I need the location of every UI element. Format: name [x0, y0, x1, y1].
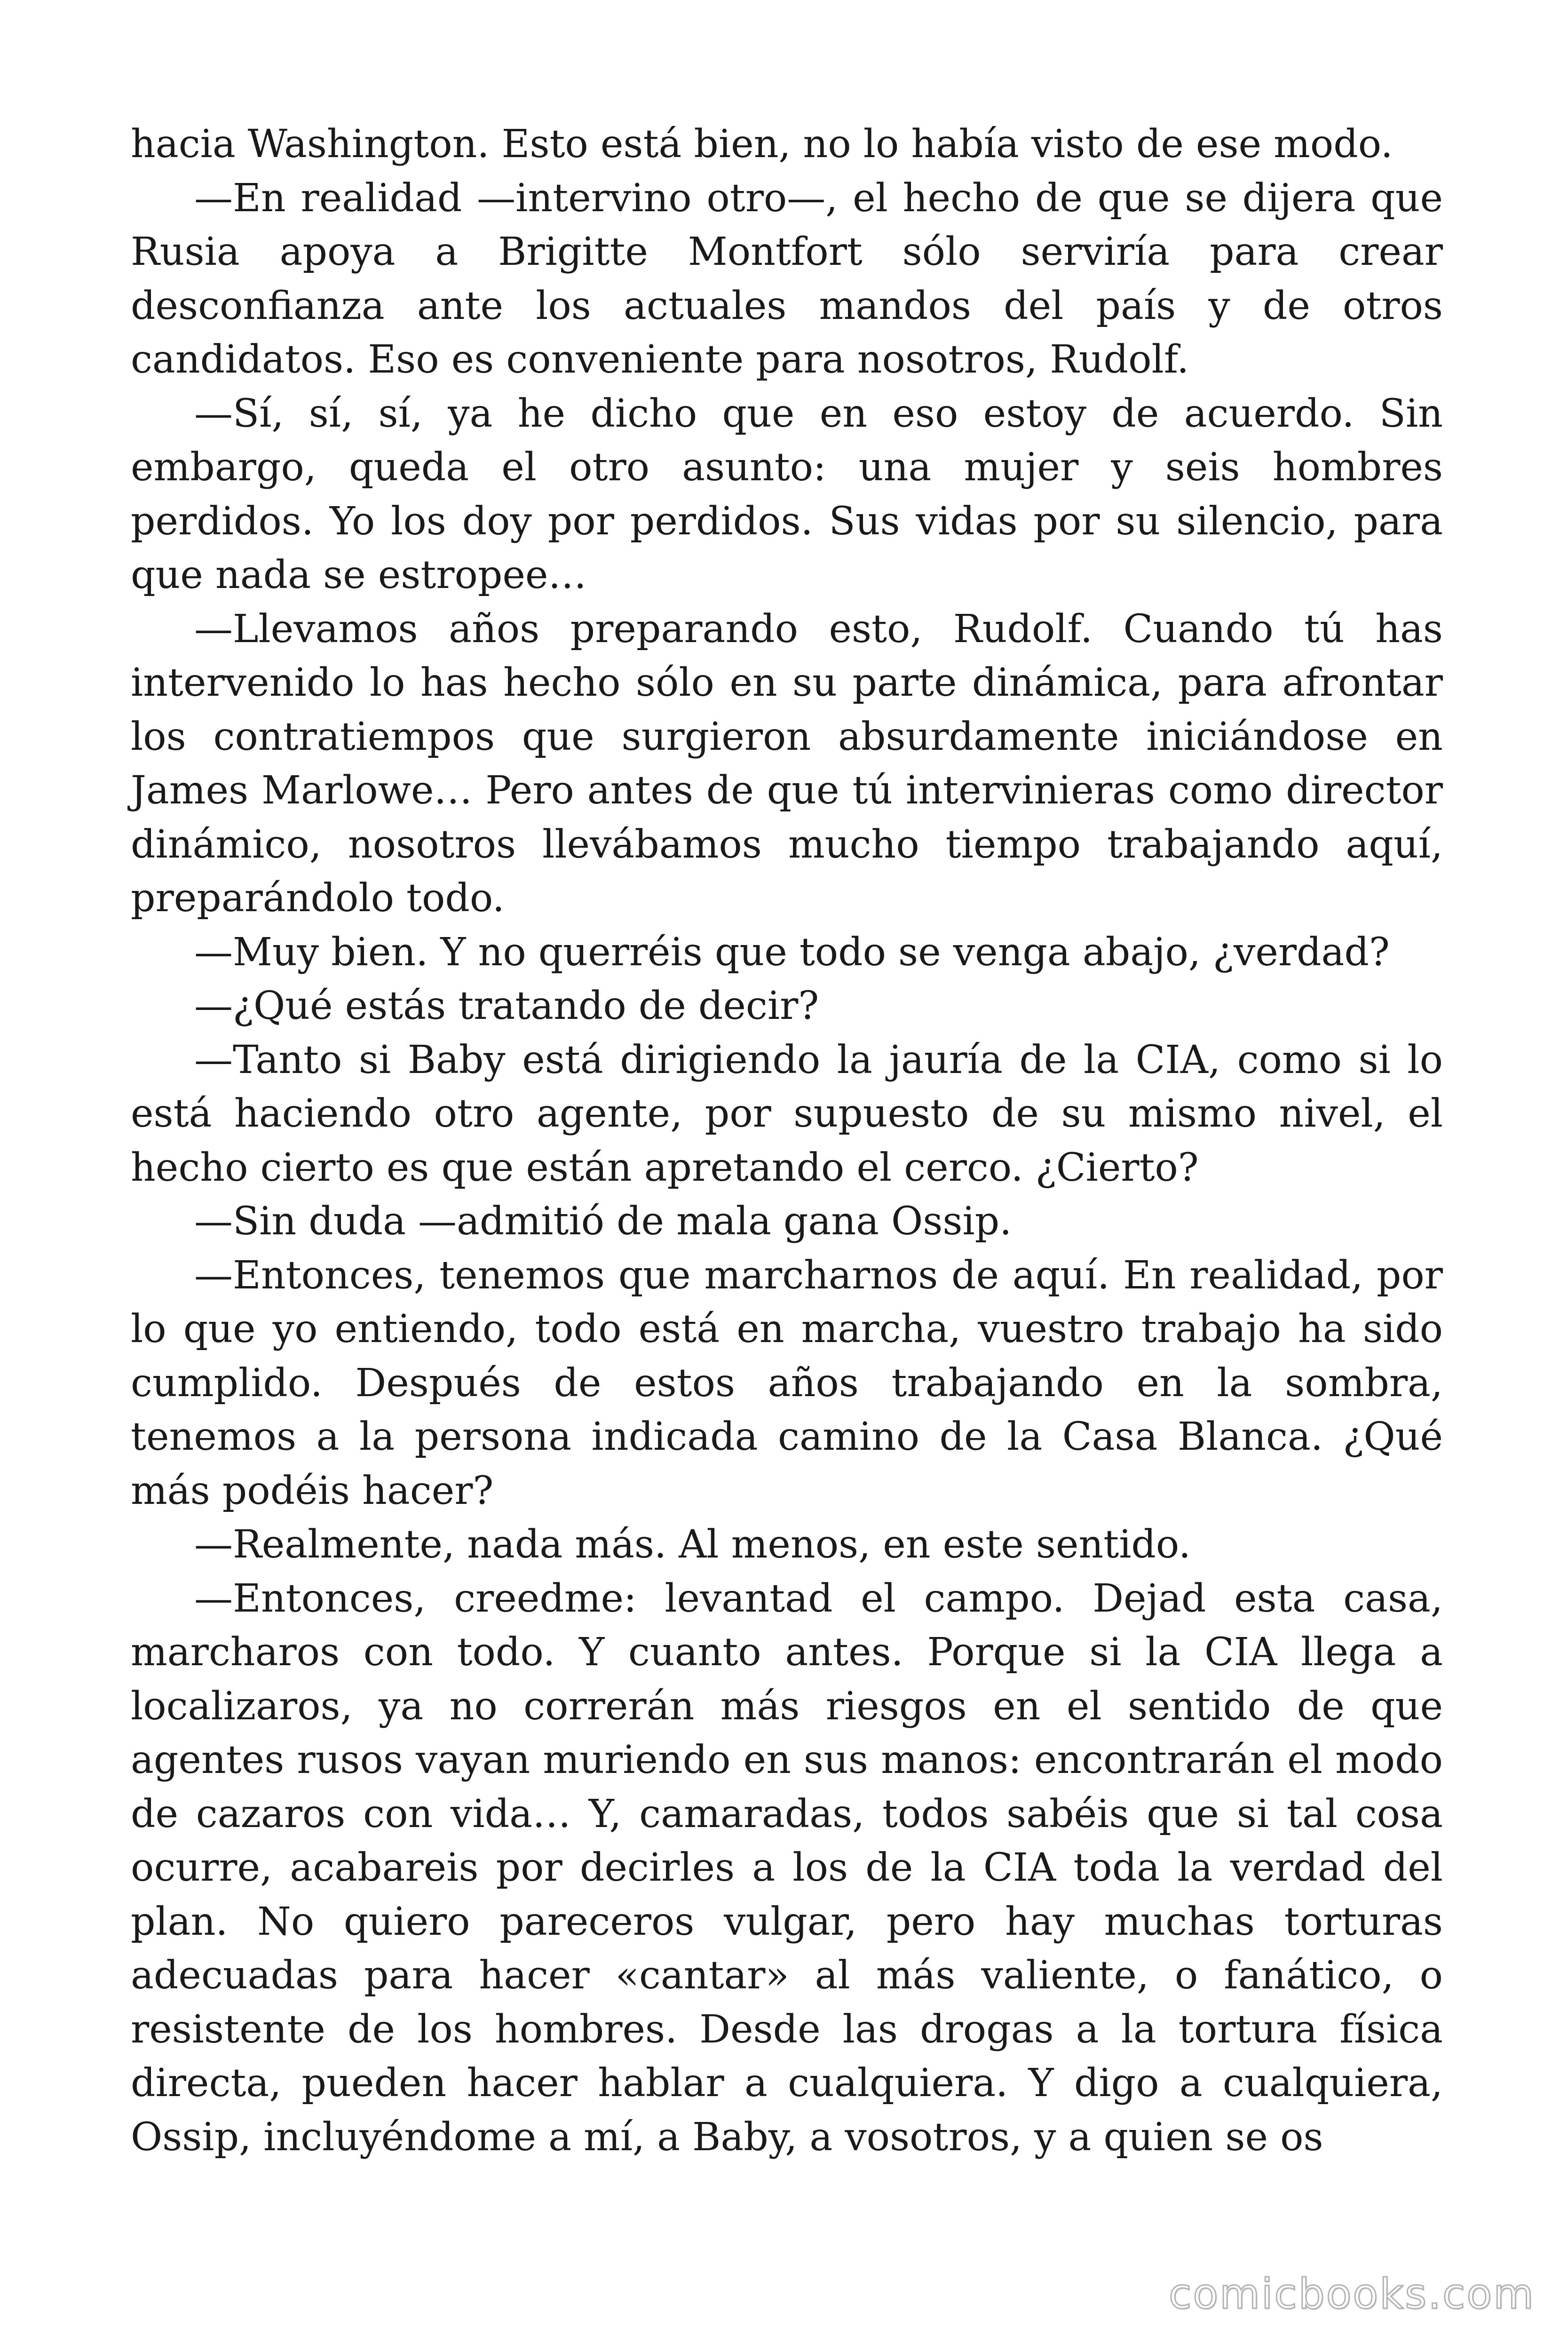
- paragraph: —Realmente, nada más. Al menos, en este sentido.: [194, 1522, 1191, 1567]
- page-body: [131, 118, 1443, 2164]
- paragraph: —Llevamos años preparando esto, Rudolf. Cuando tú has intervenido lo has hecho sólo en su parte dinámica, para afrontar los contratiempos que surgieron absurdamente iniciándose en James Marlowe… Pero antes de que tú intervinieras como director dinámico, nosotros llevábamos mucho tiempo trabajando aquí, preparándolo todo.: [131, 606, 1443, 921]
- paragraph: —En realidad —intervino otro—, el hecho de que se dijera que Rusia apoya a Brigitte Montfort sólo serviría para crear desconfianza ante los actuales mandos del país y de otros candidatos. Eso es conveniente para nosotros, Rudolf.: [131, 175, 1443, 382]
- paragraph: —Sí, sí, sí, ya he dicho que en eso estoy de acuerdo. Sin embargo, queda el otro asunto: una mujer y seis hombres perdidos. Yo los doy por perdidos. Sus vidas por su silencio, para que nada se estropee…: [131, 391, 1443, 597]
- paragraph: —Entonces, tenemos que marcharnos de aquí. En realidad, por lo que yo entiendo, todo está en marcha, vuestro trabajo ha sido cumplido. Después de estos años trabajando en la sombra, tenemos a la persona indicada camino de la Casa Blanca. ¿Qué más podéis hacer?: [131, 1253, 1443, 1513]
- site-watermark: comicbooks.com: [1168, 2270, 1535, 2318]
- paragraph: —Muy bien. Y no querréis que todo se venga abajo, ¿verdad?: [194, 930, 1390, 975]
- paragraph: —Tanto si Baby está dirigiendo la jauría de la CIA, como si lo está haciendo otro agente, por supuesto de su mismo nivel, el hecho cierto es que están apretando el cerco. ¿Cierto?: [131, 1037, 1443, 1190]
- paragraph: —Entonces, creedme: levantad el campo. Dejad esta casa, marcharos con todo. Y cuanto antes. Porque si la CIA llega a localizaros, ya no correrán más riesgos en el sentido de que agentes rusos vayan muriendo en sus manos: encontrarán el modo de cazaros con vida… Y, camaradas, todos sabéis que si tal cosa ocurre, acabareis por decirles a los de la CIA toda la verdad del plan. No quiero pareceros vulgar, pero hay muchas torturas adecuadas para hacer «cantar» al más valiente, o fanático, o resistente de los hombres. Desde las drogas a la tortura física directa, pueden hacer hablar a cualquiera. Y digo a cualquiera, Ossip, incluyéndome a mí, a Baby, a vosotros, y a quien se os: [131, 1576, 1443, 2160]
- paragraph: —Sin duda —admitió de mala gana Ossip.: [194, 1199, 1012, 1244]
- paragraph: —¿Qué estás tratando de decir?: [194, 984, 819, 1028]
- paragraph-continuation: hacia Washington. Esto está bien, no lo había visto de ese modo.: [131, 122, 1393, 167]
